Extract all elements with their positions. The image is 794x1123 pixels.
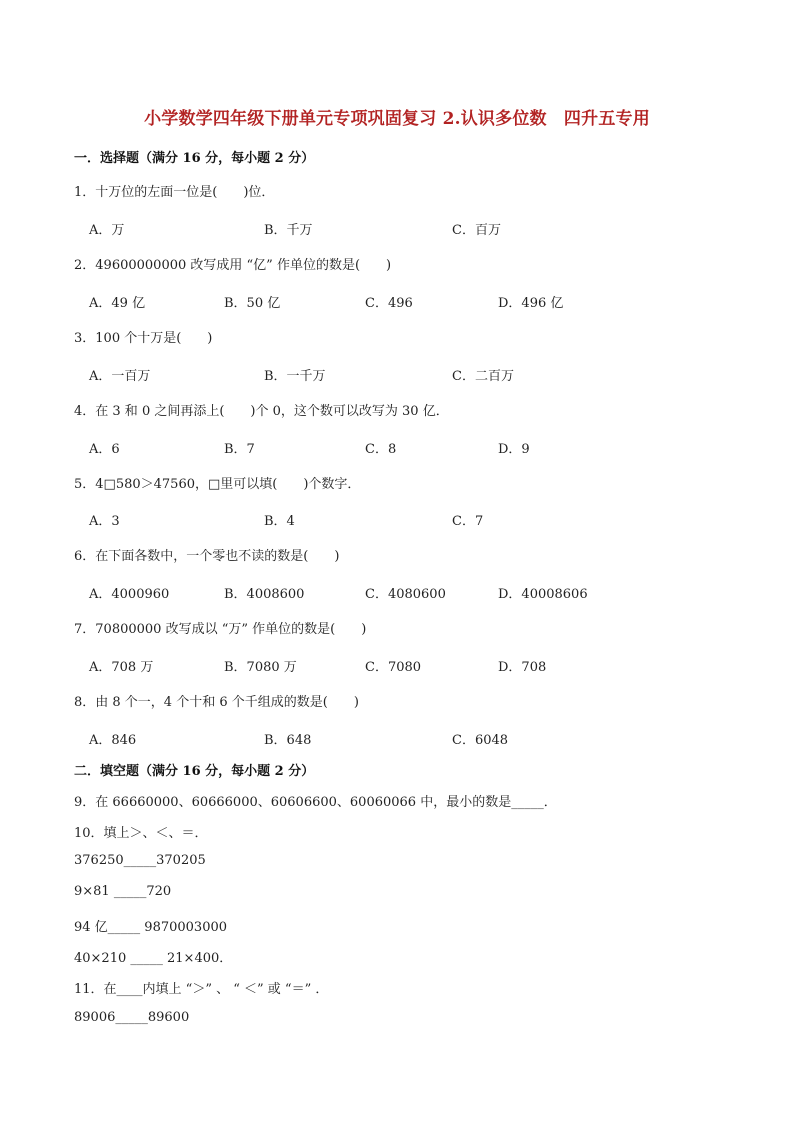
q7-option-c[interactable]: C．7080: [365, 660, 422, 675]
q11-line-1[interactable]: 89006_____89600: [74, 1010, 190, 1025]
q6-option-a[interactable]: A．4000960: [89, 587, 170, 602]
section-heading-fill: 二．填空题（满分 16 分，每小题 2 分）: [74, 764, 315, 779]
question-5: 5．4□580＞47560，□里可以填( )个数字．: [74, 477, 361, 492]
q8-option-c[interactable]: C．6048: [452, 733, 509, 748]
question-4: 4．在 3 和 0 之间再添上( )个 0，这个数可以改写为 30 亿．: [74, 404, 449, 419]
q3-option-b[interactable]: B．一千万: [264, 369, 326, 384]
question-10: 10．填上＞、＜、＝．: [74, 826, 208, 841]
q4-option-c[interactable]: C．8: [365, 442, 397, 457]
question-7: 7．70800000 改写成以 “万” 作单位的数是( ): [74, 622, 367, 637]
section-heading-choice: 一．选择题（满分 16 分，每小题 2 分）: [74, 151, 315, 166]
question-8: 8．由 8 个一，4 个十和 6 个千组成的数是( ): [74, 695, 359, 710]
q2-option-a[interactable]: A．49 亿: [89, 296, 146, 311]
q6-option-c[interactable]: C．4080600: [365, 587, 446, 602]
q8-option-a[interactable]: A．846: [89, 733, 137, 748]
question-9: 9．在 66660000、60666000、60606600、60060066 中，最小的数是_____．: [74, 795, 557, 810]
q2-option-c[interactable]: C．496: [365, 296, 413, 311]
q1-option-c[interactable]: C．百万: [452, 223, 501, 238]
q10-line-3[interactable]: 94 亿_____ 9870003000: [74, 920, 228, 935]
q5-option-b[interactable]: B．4: [264, 514, 295, 529]
q4-option-a[interactable]: A．6: [89, 442, 120, 457]
q2-option-d[interactable]: D．496 亿: [498, 296, 564, 311]
question-6: 6．在下面各数中，一个零也不读的数是( ): [74, 549, 340, 564]
page-title: 小学数学四年级下册单元专项巩固复习 2.认识多位数 四升五专用: [144, 109, 650, 129]
q2-option-b[interactable]: B．50 亿: [224, 296, 281, 311]
q10-line-1[interactable]: 376250_____370205: [74, 853, 206, 868]
q6-option-d[interactable]: D．40008606: [498, 587, 588, 602]
q3-option-c[interactable]: C．二百万: [452, 369, 514, 384]
q7-option-b[interactable]: B．7080 万: [224, 660, 297, 675]
q7-option-d[interactable]: D．708: [498, 660, 547, 675]
q4-option-b[interactable]: B．7: [224, 442, 255, 457]
q4-option-d[interactable]: D．9: [498, 442, 530, 457]
q10-line-2[interactable]: 9×81 _____720: [74, 884, 172, 899]
q6-option-b[interactable]: B．4008600: [224, 587, 305, 602]
q1-option-b[interactable]: B．千万: [264, 223, 313, 238]
question-1: 1．十万位的左面一位是( )位．: [74, 185, 275, 200]
q1-option-a[interactable]: A．万: [89, 223, 125, 238]
q3-option-a[interactable]: A．一百万: [89, 369, 151, 384]
question-2: 2．49600000000 改写成用 “亿” 作单位的数是( ): [74, 258, 392, 273]
q10-line-4[interactable]: 40×210 _____ 21×400．: [74, 951, 233, 966]
q5-option-c[interactable]: C．7: [452, 514, 484, 529]
question-3: 3．100 个十万是( ): [74, 331, 213, 346]
question-11: 11．在____内填上 “＞” 、 “ ＜” 或 “＝” ．: [74, 982, 329, 997]
q5-option-a[interactable]: A．3: [89, 514, 120, 529]
q8-option-b[interactable]: B．648: [264, 733, 312, 748]
q7-option-a[interactable]: A．708 万: [89, 660, 154, 675]
